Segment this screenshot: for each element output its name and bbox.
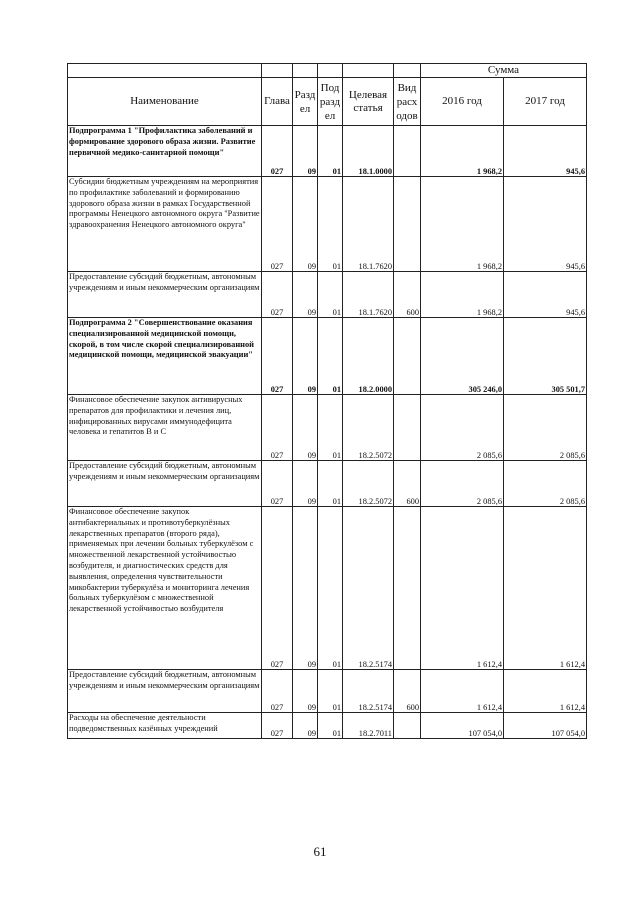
row-2016: 1 968,2 [421, 177, 504, 272]
row-2016: 1 968,2 [421, 126, 504, 177]
row-2016: 1 612,4 [421, 670, 504, 713]
row-2017: 305 501,7 [504, 318, 587, 395]
row-section: 09 [293, 395, 318, 461]
row-target: 18.2.7011 [343, 713, 394, 739]
table-row [68, 272, 587, 318]
row-chapter: 027 [262, 272, 293, 318]
table-row [68, 395, 587, 461]
row-type: 600 [394, 461, 421, 507]
header-chapter: Глава [262, 78, 293, 126]
row-type [394, 318, 421, 395]
table-row [68, 318, 587, 395]
row-target: 18.2.5174 [343, 670, 394, 713]
page-number: 61 [313, 844, 327, 859]
row-name: Предоставление субсидий бюджетным, автономным учреждениям и иным некоммерческим организациям [68, 461, 262, 507]
table-row [68, 713, 587, 739]
row-subsection: 01 [318, 318, 343, 395]
row-name: Финансовое обеспечение закупок антивирусных препаратов для профилактики и лечения лиц, инфицированных вирусами иммунодефицита человека и гепатитов B и C [68, 395, 262, 461]
row-subsection: 01 [318, 507, 343, 670]
row-2017: 945,6 [504, 272, 587, 318]
row-chapter: 027 [262, 670, 293, 713]
row-2017: 2 085,6 [504, 395, 587, 461]
row-2016: 1 612,4 [421, 507, 504, 670]
row-2017: 2 085,6 [504, 461, 587, 507]
row-2017: 945,6 [504, 126, 587, 177]
row-name: Подпрограмма 1 "Профилактика заболеваний и формирование здорового образа жизни. Развитие первичной медико-санитарной помощи" [68, 126, 262, 177]
header-target-item: Целевая статья [343, 78, 394, 126]
row-2016: 107 054,0 [421, 713, 504, 739]
row-subsection: 01 [318, 126, 343, 177]
row-target: 18.1.7620 [343, 272, 394, 318]
table-row [68, 670, 587, 713]
row-section: 09 [293, 126, 318, 177]
row-name: Финансовое обеспечение закупок антибактериальных и противотуберкулёзных лекарственных препаратов (второго ряда), применяемых при лечении больных туберкулёзом с множественной лекарственной устойчивостью возбудителя, и диагностических средств для выявления, определения чувствительности микобактерии туберкулёза и мониторинга лечения больных туберкулёзом с множественной лекарственной устойчивостью возбудителя [68, 507, 262, 670]
row-target: 18.2.5072 [343, 395, 394, 461]
row-chapter: 027 [262, 713, 293, 739]
header-expense-type: Вид расходов [394, 78, 421, 126]
row-section: 09 [293, 318, 318, 395]
row-target: 18.1.0000 [343, 126, 394, 177]
row-section: 09 [293, 670, 318, 713]
row-subsection: 01 [318, 670, 343, 713]
row-type [394, 126, 421, 177]
row-section: 09 [293, 177, 318, 272]
row-target: 18.2.0000 [343, 318, 394, 395]
table-row [68, 126, 587, 177]
row-section: 09 [293, 461, 318, 507]
header-row-main [68, 78, 587, 126]
row-name: Подпрограмма 2 "Совершенствование оказания специализированной медицинской помощи, скорой, в том числе скорой специализированной медицинской помощи, медицинской эвакуации" [68, 318, 262, 395]
row-section: 09 [293, 713, 318, 739]
table-row [68, 177, 587, 272]
row-type [394, 177, 421, 272]
row-type [394, 395, 421, 461]
header-subsection: Подраздел [318, 78, 343, 126]
header-name: Наименование [68, 78, 262, 126]
table-row [68, 461, 587, 507]
row-subsection: 01 [318, 395, 343, 461]
row-name: Предоставление субсидий бюджетным, автономным учреждениям и иным некоммерческим организациям [68, 272, 262, 318]
row-type [394, 713, 421, 739]
row-subsection: 01 [318, 713, 343, 739]
row-name: Предоставление субсидий бюджетным, автономным учреждениям и иным некоммерческим организациям [68, 670, 262, 713]
budget-table [67, 63, 587, 739]
header-2017: 2017 год [504, 78, 587, 126]
row-name: Субсидии бюджетным учреждениям на мероприятия по профилактике заболеваний и формированию здорового образа жизни в рамках Государственной программы Ненецкого автономного округа "Развитие здравоохранения Ненецкого автономного округа" [68, 177, 262, 272]
header-section: Раздел [293, 78, 318, 126]
row-chapter: 027 [262, 395, 293, 461]
row-2016: 305 246,0 [421, 318, 504, 395]
row-chapter: 027 [262, 177, 293, 272]
row-subsection: 01 [318, 461, 343, 507]
row-2017: 107 054,0 [504, 713, 587, 739]
row-type: 600 [394, 272, 421, 318]
header-row-top [68, 64, 587, 78]
row-2017: 1 612,4 [504, 670, 587, 713]
header-2016: 2016 год [421, 78, 504, 126]
row-target: 18.2.5174 [343, 507, 394, 670]
row-name: Расходы на обеспечение деятельности подведомственных казённых учреждений [68, 713, 262, 739]
row-2016: 1 968,2 [421, 272, 504, 318]
row-2017: 945,6 [504, 177, 587, 272]
row-subsection: 01 [318, 177, 343, 272]
row-subsection: 01 [318, 272, 343, 318]
row-chapter: 027 [262, 507, 293, 670]
row-2017: 1 612,4 [504, 507, 587, 670]
row-chapter: 027 [262, 461, 293, 507]
row-section: 09 [293, 272, 318, 318]
table-row [68, 507, 587, 670]
header-sum: Сумма [421, 64, 587, 78]
row-2016: 2 085,6 [421, 461, 504, 507]
row-target: 18.2.5072 [343, 461, 394, 507]
row-chapter: 027 [262, 126, 293, 177]
row-chapter: 027 [262, 318, 293, 395]
row-section: 09 [293, 507, 318, 670]
row-type: 600 [394, 670, 421, 713]
row-type [394, 507, 421, 670]
row-2016: 2 085,6 [421, 395, 504, 461]
row-target: 18.1.7620 [343, 177, 394, 272]
